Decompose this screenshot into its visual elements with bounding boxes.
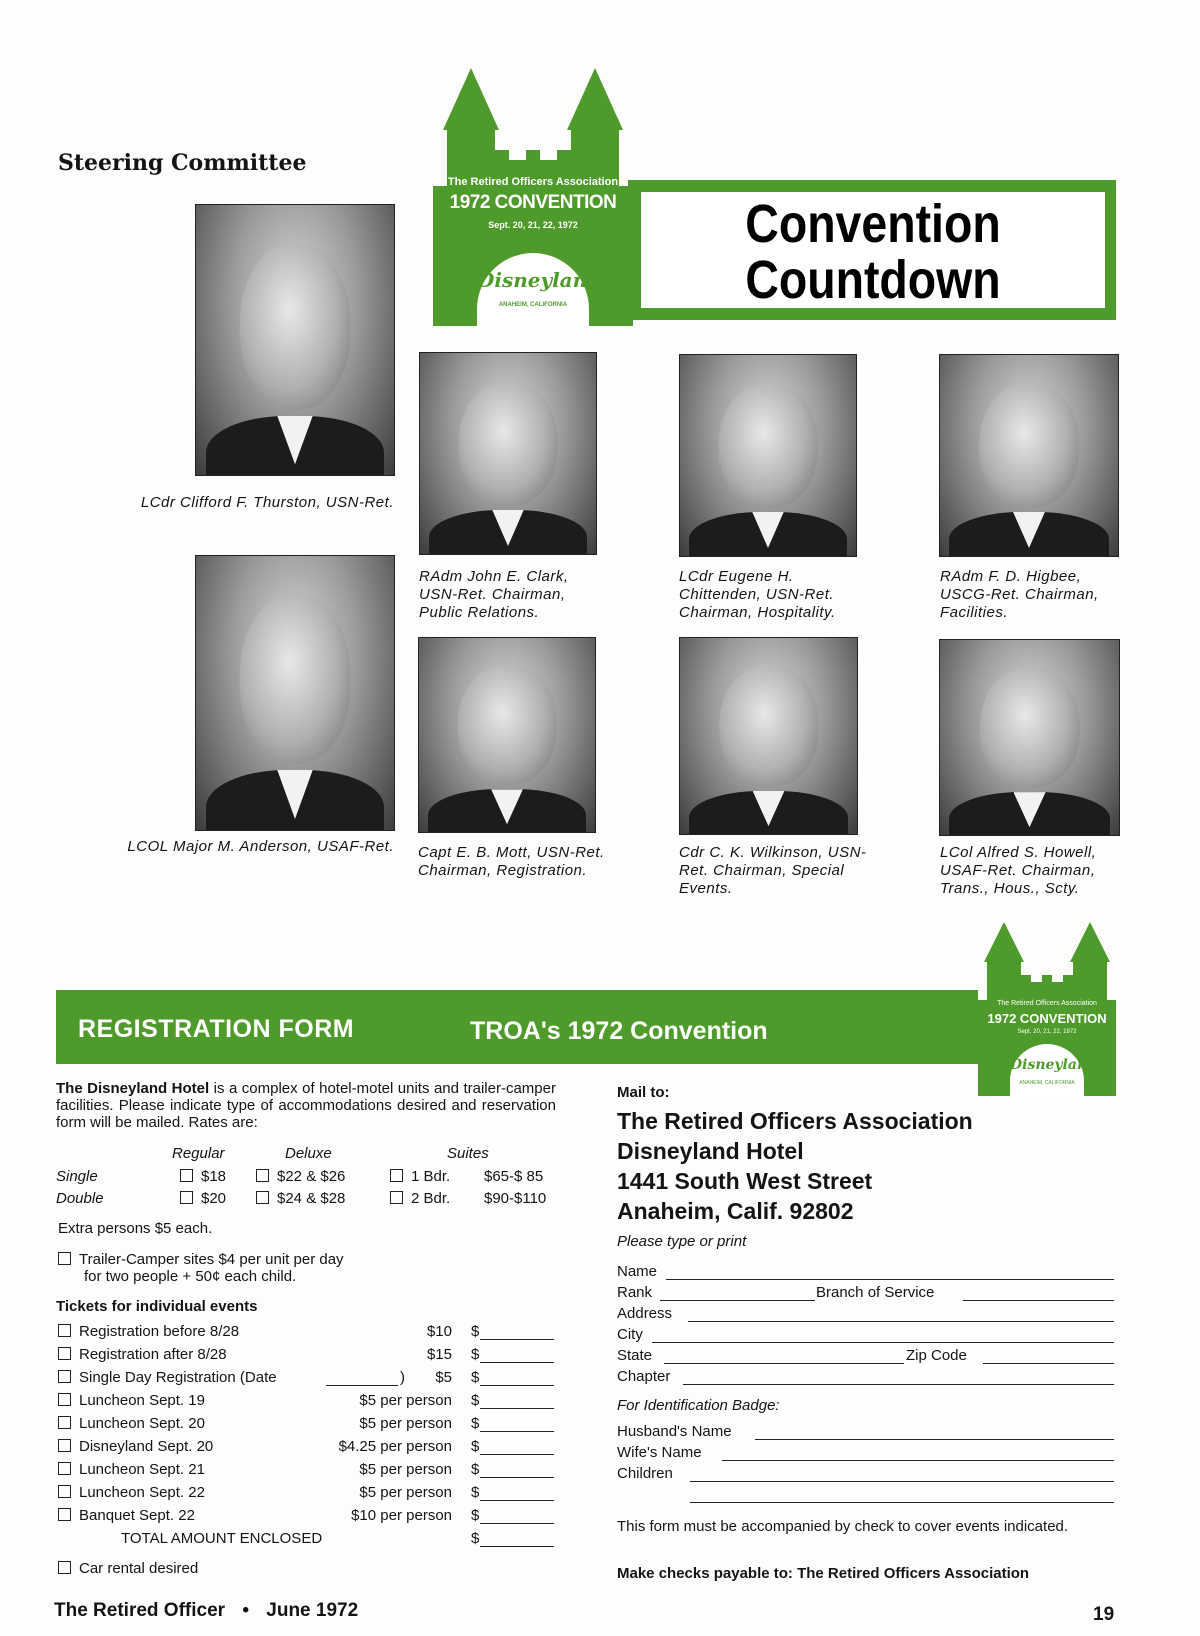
double-regular-checkbox[interactable] [180,1191,193,1204]
ticket-single-day[interactable] [58,1369,277,1387]
caption-thurston: LCdr Clifford F. Thurston, USN-Ret. [140,494,394,511]
castle-icon [433,68,633,188]
branch-field[interactable] [963,1300,1114,1301]
chapter-field[interactable] [683,1384,1114,1385]
ticket-label: Luncheon Sept. 20 [79,1415,205,1432]
double-label: Double [56,1190,104,1207]
photo-thurston [195,204,395,476]
single-deluxe-checkbox[interactable] [256,1169,269,1182]
col-suites: Suites [447,1145,489,1162]
ticket-price: $5 [435,1369,452,1386]
photo-howell [939,639,1120,836]
logo-convention: 1972 CONVENTION [449,192,617,213]
single-regular-price: $18 [201,1168,227,1185]
ticket-label: Registration before 8/28 [79,1323,240,1340]
ticket-amount-line[interactable] [480,1408,554,1409]
ticket-dollar: $ [471,1369,480,1386]
ticket-price: $5 per person [359,1484,452,1501]
ticket-reg-after[interactable] [58,1346,227,1364]
car-rental[interactable] [58,1560,198,1578]
single-label: Single [56,1168,98,1185]
ticket-checkbox[interactable] [58,1462,71,1475]
checks-payable: Make checks payable to: The Retired Officers Association [617,1565,1030,1582]
trailer-camper-checkbox[interactable] [58,1252,71,1265]
countdown-line1: Convention [745,194,1001,254]
rank-label: Rank [617,1284,653,1301]
ticket-label: Luncheon Sept. 22 [79,1484,205,1501]
name-field[interactable] [666,1279,1114,1280]
ticket-luncheon-22[interactable] [58,1484,205,1502]
children-field-2[interactable] [690,1502,1114,1503]
single-suite-checkbox[interactable] [390,1169,403,1182]
mail-address-line4: Anaheim, Calif. 92802 [617,1198,854,1224]
single-regular[interactable] [180,1168,226,1186]
double-suite-type: 2 Bdr. [411,1190,451,1207]
wife-label: Wife's Name [617,1444,702,1461]
double-deluxe-checkbox[interactable] [256,1191,269,1204]
convention-logo-small [978,922,1116,1096]
ticket-amount-line[interactable] [480,1385,554,1386]
caption-anderson: LCOL Major M. Anderson, USAF-Ret. [127,838,394,855]
ticket-luncheon-19[interactable] [58,1392,205,1410]
mail-address-line2: Disneyland Hotel [617,1138,804,1164]
logo-dates: Sept. 20, 21, 22, 1972 [488,220,578,230]
ticket-amount-line[interactable] [480,1500,554,1501]
branch-label: Branch of Service [816,1284,935,1301]
hotel-name: The Disneyland Hotel [56,1080,210,1097]
state-label: State [617,1347,653,1364]
rank-field[interactable] [660,1300,815,1301]
tickets-title: Tickets for individual events [56,1298,258,1315]
total-amount-line[interactable] [480,1546,554,1547]
single-suite-type: 1 Bdr. [411,1168,451,1185]
caption-howell: LCol Alfred S. Howell, USAF-Ret. Chairman, Trans., Hous., Scty. [940,844,1097,897]
ticket-dollar: $ [471,1392,480,1409]
castle-icon-small [978,922,1116,1002]
city-field[interactable] [652,1342,1114,1343]
photo-chittenden [679,354,857,557]
photo-anderson [195,555,395,831]
mail-address [617,1106,973,1226]
ticket-price: $10 per person [351,1507,452,1524]
footer-publication-name: The Retired Officer [54,1600,226,1621]
ticket-disneyland-20[interactable] [58,1438,213,1456]
logo-org: The Retired Officers Association [447,176,619,188]
state-field[interactable] [664,1363,904,1364]
ticket-checkbox[interactable] [58,1347,71,1360]
ticket-dollar: $ [471,1415,480,1432]
steering-committee-title: Steering Committee [58,150,307,176]
total-label: TOTAL AMOUNT ENCLOSED [121,1530,323,1547]
car-rental-checkbox[interactable] [58,1561,71,1574]
ticket-reg-before[interactable] [58,1323,239,1341]
hotel-intro [56,1080,556,1131]
ticket-checkbox[interactable] [58,1508,71,1521]
caption-higbee: RAdm F. D. Higbee, USCG-Ret. Chairman, Facilities. [940,568,1099,621]
mail-address-line3: 1441 South West Street [617,1168,873,1194]
hotel-description: is a complex of hotel-motel units and trailer-camper facilities. Please indicate type of accommodations desired and reservation form will be mailed. Rates are: [56,1080,556,1131]
footer-date: June 1972 [266,1600,359,1621]
ticket-dollar: $ [471,1323,480,1340]
name-label: Name [617,1263,658,1280]
single-suite[interactable] [390,1168,450,1186]
convention-logo-top [433,68,633,326]
photo-mott [418,637,596,833]
trailer-line1: Trailer-Camper sites $4 per unit per day [79,1251,344,1268]
extra-persons: Extra persons $5 each. [58,1220,213,1237]
small-disneyland-wordmark: Disneyland [1010,1057,1097,1073]
ticket-dollar: $ [471,1484,480,1501]
ticket-price: $15 [426,1346,452,1363]
ticket-price: $10 [426,1323,452,1340]
double-regular-price: $20 [201,1190,227,1207]
caption-mott: Capt E. B. Mott, USN-Ret. Chairman, Registration. [418,844,605,879]
city-label: City [617,1326,643,1343]
check-note: This form must be accompanied by check to cover events indicated. [617,1518,1069,1535]
single-regular-checkbox[interactable] [180,1169,193,1182]
photo-higbee [939,354,1119,557]
countdown-title [673,196,1072,308]
trailer-line2: for two people + 50¢ each child. [84,1268,297,1285]
ticket-amount-line[interactable] [480,1454,554,1455]
chapter-label: Chapter [617,1368,671,1385]
mail-to-label: Mail to: [617,1084,670,1101]
zip-label: Zip Code [906,1347,967,1364]
ticket-price: $5 per person [359,1415,452,1432]
logo-location: ANAHEIM, CALIFORNIA [498,302,568,308]
mail-address-line1: The Retired Officers Association [617,1108,973,1134]
page-number: 19 [1093,1604,1115,1625]
wife-field[interactable] [722,1460,1114,1461]
ticket-dollar: $ [471,1507,480,1524]
ticket-dollar: $ [471,1461,480,1478]
small-logo-location: ANAHEIM, CALIFORNIA [1019,1080,1075,1086]
small-logo-convention: 1972 CONVENTION [987,1011,1107,1026]
ticket-banquet-22[interactable] [58,1507,195,1525]
ticket-label: Single Day Registration (Date [79,1369,277,1386]
double-suite[interactable] [390,1190,450,1208]
ticket-price: $5 per person [359,1461,452,1478]
children-field[interactable] [690,1481,1114,1482]
single-suite-price: $65-$ 85 [484,1168,544,1185]
photo-wilkinson [679,637,858,835]
footer-bullet: • [242,1600,249,1621]
footer-publication [54,1600,358,1622]
children-label: Children [617,1465,673,1482]
ticket-amount-line[interactable] [480,1339,554,1340]
ticket-label: Registration after 8/28 [79,1346,227,1363]
ticket-luncheon-20[interactable] [58,1415,205,1433]
ticket-checkbox[interactable] [58,1370,71,1383]
caption-wilkinson: Cdr C. K. Wilkinson, USN-Ret. Chairman, Special Events. [679,844,867,897]
ticket-luncheon-21[interactable] [58,1461,205,1479]
ticket-label: Banquet Sept. 22 [79,1507,195,1524]
single-deluxe-price: $22 & $26 [277,1168,346,1185]
double-deluxe[interactable] [256,1190,345,1208]
ticket-label: Disneyland Sept. 20 [79,1438,214,1455]
ticket-amount-line[interactable] [480,1477,554,1478]
caption-chittenden: LCdr Eugene H. Chittenden, USN-Ret. Chairman, Hospitality. [679,568,836,621]
caption-clark: RAdm John E. Clark, USN-Ret. Chairman, Public Relations. [419,568,569,621]
husband-label: Husband's Name [617,1423,732,1440]
double-deluxe-price: $24 & $28 [277,1190,346,1207]
ticket-amount-line[interactable] [480,1523,554,1524]
double-suite-price: $90-$110 [484,1190,547,1207]
single-deluxe[interactable] [256,1168,345,1186]
address-field[interactable] [688,1321,1114,1322]
single-day-date-close: ) [400,1369,405,1386]
ticket-dollar: $ [471,1438,480,1455]
please-type-note: Please type or print [617,1233,747,1250]
ticket-checkbox[interactable] [58,1416,71,1429]
ticket-amount-line[interactable] [480,1362,554,1363]
photo-clark [419,352,597,555]
small-logo-dates: Sept. 20, 21, 22, 1972 [1017,1029,1077,1035]
ticket-checkbox[interactable] [58,1324,71,1337]
ticket-checkbox[interactable] [58,1439,71,1452]
double-regular[interactable] [180,1190,226,1208]
ticket-amount-line[interactable] [480,1431,554,1432]
banner-left-title: REGISTRATION FORM [78,1015,355,1043]
car-rental-label: Car rental desired [79,1560,199,1577]
husband-field[interactable] [755,1439,1114,1440]
double-suite-checkbox[interactable] [390,1191,403,1204]
ticket-dollar: $ [471,1346,480,1363]
single-day-date-line[interactable] [326,1385,398,1386]
trailer-camper[interactable] [58,1251,344,1269]
countdown-line2: Countdown [745,250,1001,310]
col-deluxe: Deluxe [285,1145,332,1162]
disneyland-wordmark: Disneyland [477,268,602,292]
ticket-price: $4.25 per person [338,1438,452,1455]
address-label: Address [617,1305,673,1322]
ticket-label: Luncheon Sept. 19 [79,1392,205,1409]
ticket-checkbox[interactable] [58,1485,71,1498]
col-regular: Regular [172,1145,225,1162]
total-dollar: $ [471,1530,480,1547]
ticket-checkbox[interactable] [58,1393,71,1406]
ticket-label: Luncheon Sept. 21 [79,1461,205,1478]
zip-field[interactable] [983,1363,1114,1364]
ticket-price: $5 per person [359,1392,452,1409]
badge-label: For Identification Badge: [617,1397,780,1414]
small-logo-org: The Retired Officers Association [997,1000,1097,1007]
banner-right-title: TROA's 1972 Convention [470,1017,768,1045]
